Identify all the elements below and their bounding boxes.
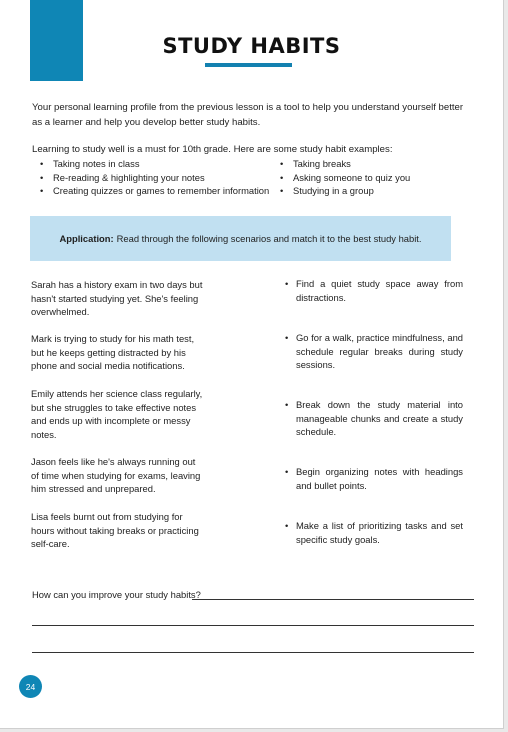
scenario-mark: Mark is trying to study for his math test, but he keeps getting distracted by his phone and social media notifications. (31, 333, 195, 372)
examples-list-right (280, 157, 410, 198)
list-item: • Re-reading & highlighting your notes (40, 171, 269, 185)
application-text: Read through the following scenarios and match it to the best study habit. (116, 233, 422, 244)
scenario-sarah: Sarah has a history exam in two days but hasn't started studying yet. She's feeling overwhelmed. (31, 279, 203, 318)
list-item: • Asking someone to quiz you (280, 171, 410, 185)
page-number: 24 (25, 681, 36, 692)
habit-chunks: • Break down the study material into manageable chunks and create a study schedule. (285, 398, 463, 439)
habit-breaks: • Go for a walk, practice mindfulness, and schedule regular breaks during study sessions. (285, 331, 463, 372)
application-label: Application: (59, 233, 114, 244)
scenario-jason: Jason feels like he's always running out of time when studying for exams, leaving him stressed and unprepared. (31, 456, 201, 495)
page-number-badge (19, 675, 42, 698)
page-title: STUDY HABITS (162, 34, 341, 58)
application-box (30, 216, 451, 261)
habit-prioritize: • Make a list of prioritizing tasks and set specific study goals. (285, 519, 463, 546)
reflection-question: How can you improve your study habits? (32, 589, 201, 600)
title-underline (205, 63, 292, 67)
scenario-lisa: Lisa feels burnt out from studying for hours without taking breaks or practicing self-care. (31, 511, 199, 550)
answer-line[interactable] (32, 625, 474, 626)
list-item: • Studying in a group (280, 184, 410, 198)
answer-line[interactable] (32, 652, 474, 653)
examples-list-left (40, 157, 269, 198)
lead-paragraph: Learning to study well is a must for 10th grade. Here are some study habit examples: (32, 144, 393, 155)
answer-line[interactable] (192, 599, 474, 600)
intro-paragraph: Your personal learning profile from the previous lesson is a tool to help you understand yourself better as a learner and help you develop better study habits. (32, 102, 464, 128)
habit-organize-notes: • Begin organizing notes with headings and bullet points. (285, 465, 463, 492)
list-item: • Creating quizzes or games to remember information (40, 184, 269, 198)
list-item: • Taking breaks (280, 157, 410, 171)
list-item: • Taking notes in class (40, 157, 269, 171)
scenario-emily: Emily attends her science class regularly, but she struggles to take effective notes and ends up with incomplete or messy notes. (31, 388, 203, 440)
habit-quiet-space: • Find a quiet study space away from distractions. (285, 277, 463, 304)
